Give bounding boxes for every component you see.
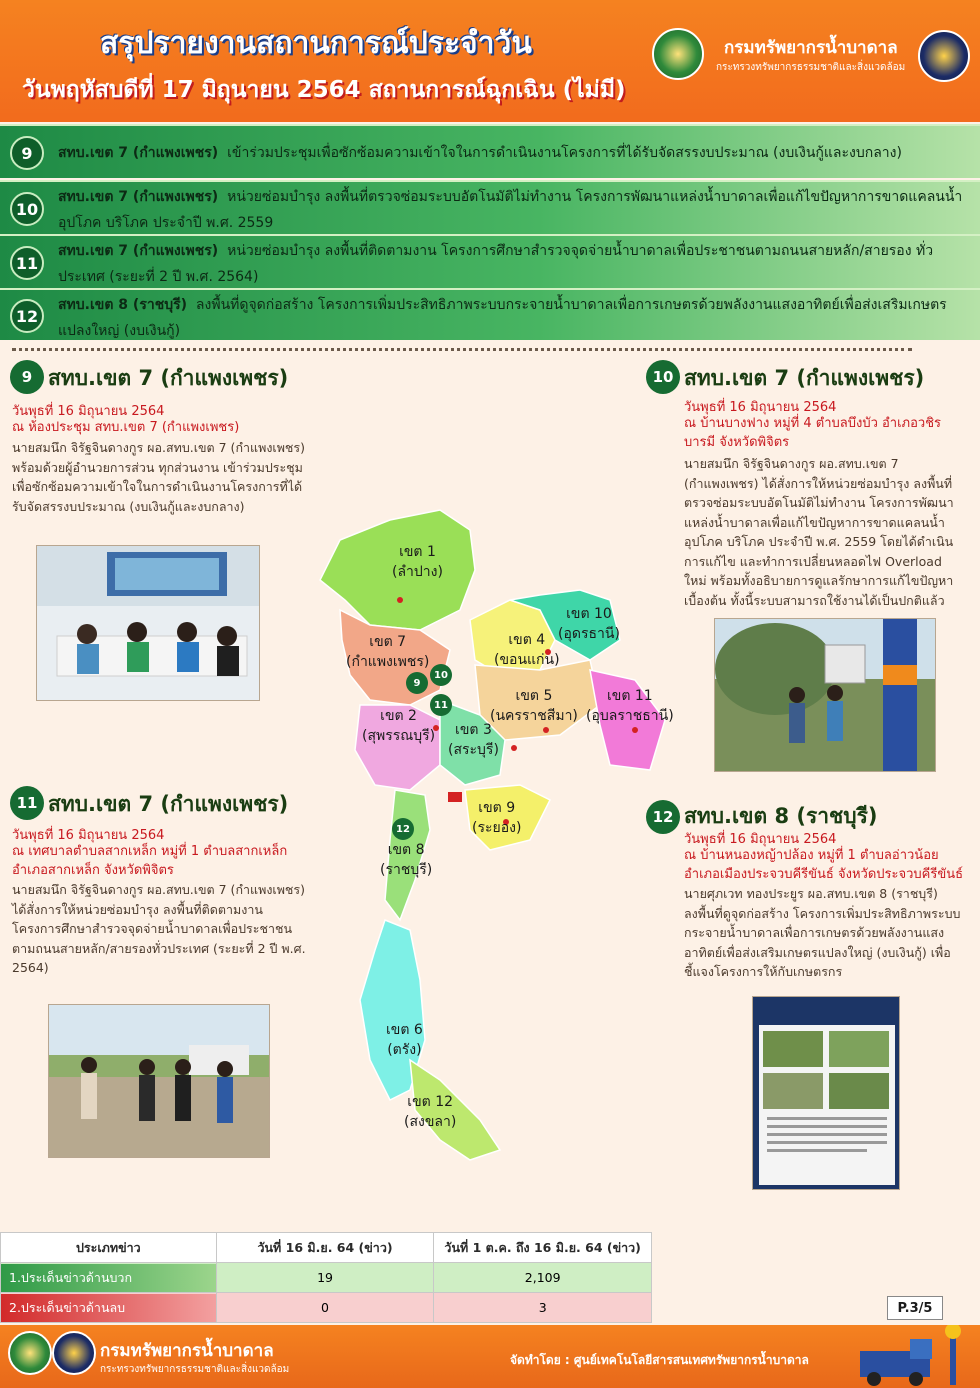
map-label: เขต 10 (อุดรธานี) [558,606,620,642]
dept-name: กรมทรัพยากรน้ำบาดาล [724,38,898,58]
dgr-logo [652,28,704,80]
table-header: วันที่ 1 ต.ค. ถึง 16 มิ.ย. 64 (ข่าว) [434,1233,652,1263]
section-date: วันพุธที่ 16 มิถุนายน 2564 [12,828,165,843]
section-date: วันพุธที่ 16 มิถุนายน 2564 [684,832,837,847]
section-location: ณ ห้องประชุม สทบ.เขต 7 (กำแพงเพชร) [12,420,240,435]
site-photo-art [49,1005,270,1158]
summary-row [0,180,980,234]
summary-text: หน่วยซ่อมบำรุง ลงพื้นที่ตรวจซ่อมระบบอัตโนมัติไม่ทำงาน โครงการพัฒนาแหล่งน้ำบาดาลเพื่อแก้ไขปัญหาการขาดแคลนน้ำอุปโภค บริโภค ประจำปี พ.ศ. 2559 [58,189,963,231]
summary-text: ลงพื้นที่ดูจุดก่อสร้าง โครงการเพิ่มประสิทธิภาพระบบกระจายน้ำบาดาลเพื่อการเกษตรด้วยพลังงานแสงอาทิตย์เพื่อส่งเสริมเกษตรแปลงใหญ่ (งบเงินกู้) [58,297,947,339]
footer-dept-sub: กระทรวงทรัพยากรธรรมชาติและสิ่งแวดล้อม [100,1364,290,1375]
section-title: สทบ.เขต 7 (กำแพงเพชร) [48,792,289,816]
dgr-logo [8,1331,52,1375]
map-marker: 9 [406,672,428,694]
drilling-truck-icon [850,1325,970,1388]
section-date: วันพุธที่ 16 มิถุนายน 2564 [684,400,837,415]
summary-number: 10 [10,192,44,226]
map-label: เขต 7 (กำแพงเพชร) [346,634,430,670]
section-title: สทบ.เขต 7 (กำแพงเพชร) [48,366,289,390]
map-marker: 12 [392,818,414,840]
summary-head: สทบ.เขต 8 (ราชบุรี) [58,297,188,313]
ministry-logo [52,1331,96,1375]
map-marker: 10 [430,664,452,686]
table-row [1,1293,652,1323]
section-number: 11 [10,786,44,820]
section-body: นายสมนึก จิรัฐจินดางกูร ผอ.สทบ.เขต 7 (กำแพงเพชร) ได้สั่งการให้หน่วยซ่อมบำรุง ลงพื้นที่ตรวจซ่อมระบบอัตโนมัติไม่ทำงาน โครงการพัฒนาแหล่งน้ำบาดาลเพื่อแก้ไขปัญหาการขาดแคลนน้ำอุปโภค บริโภค ประจำปี พ.ศ. 2559 โดยได้ดำเนินการแก้ไข และทำการเปลี่ยนหลอดไฟ Overload ใหม่ พร้อมทั้งอธิบายการดูแลรักษาการแก้ไขปัญหาเบื้องต้น ทั้งนี้ระบบสามารถใช้งานได้เป็นปกติแล้ว [684,456,954,608]
map-label: เขต 4 (ขอนแก่น) [494,632,560,668]
summary-row [0,288,980,340]
row-label: 1.ประเด็นข่าวด้านบวก [1,1264,216,1292]
section-date: วันพุธที่ 16 มิถุนายน 2564 [12,404,165,419]
row-value-total: 3 [434,1293,652,1323]
map-label: เขต 9 (ระยอง) [472,800,522,836]
section-body: นายสมนึก จิรัฐจินดางกูร ผอ.สทบ.เขต 7 (กำแพงเพชร) ได้สั่งการให้หน่วยซ่อมบำรุง ลงพื้นที่ติดตามงาน โครงการศึกษาสำรวจจุดจ่ายน้ำบาดาลเพื่อประชาชนตามถนนสายหลัก/สายรองทั่วประเทศ (ระยะที่ 2 ปี พ.ศ. 2564) [12,882,306,975]
section-location: ณ เทศบาลตำบลสากเหล็ก หมู่ที่ 1 ตำบลสากเหล็ก อำเภอสากเหล็ก จังหวัดพิจิตร [12,844,288,878]
section-number: 12 [646,800,680,834]
summary-text: หน่วยซ่อมบำรุง ลงพื้นที่ติดตามงาน โครงการศึกษาสำรวจจุดจ่ายน้ำบาดาลเพื่อประชาชนตามถนนสายหลัก/สายรอง ทั่วประเทศ (ระยะที่ 2 ปี พ.ศ. 2564) [58,243,934,285]
section-number: 9 [10,360,44,394]
section-title: สทบ.เขต 7 (กำแพงเพชร) [684,366,925,390]
summary-number: 12 [10,299,44,333]
table-header: ประเภทข่าว [1,1233,217,1263]
row-value-total: 2,109 [434,1263,652,1293]
news-stats-table [0,1232,652,1323]
table-header-row [1,1233,652,1263]
dept-sub: กระทรวงทรัพยากรธรรมชาติและสิ่งแวดล้อม [716,62,906,73]
footer-dept-name: กรมทรัพยากรน้ำบาดาล [100,1341,274,1361]
table-row [1,1263,652,1293]
map-label: เขต 6 (ตรัง) [386,1022,423,1058]
report-thumbnail [752,996,900,1190]
page-footer [0,1325,980,1388]
section-location: ณ บ้านบางฟาง หมู่ที่ 4 ตำบลบึงบัว อำเภอวชิรบารมี จังหวัดพิจิตร [684,416,942,450]
map-label: เขต 3 (สระบุรี) [448,722,499,758]
page-number: P.3/5 [887,1296,943,1320]
section-body: นายสมนึก จิรัฐจินดางกูร ผอ.สทบ.เขต 7 (กำแพงเพชร) พร้อมด้วยผู้อำนวยการส่วน ทุกส่วนงาน เข้าร่วมประชุมเพื่อซักซ้อมความเข้าใจในการดำเนินงานโครงการที่ได้รับจัดสรรงบประมาณ (งบเงินกู้และงบกลาง) [12,440,306,514]
summary-text: เข้าร่วมประชุมเพื่อซักซ้อมความเข้าใจในการดำเนินงานโครงการที่ได้รับจัดสรรงบประมาณ (งบเงินกู้และงบกลาง) [227,145,902,161]
map-label: เขต 5 (นครราชสีมา) [490,688,578,724]
summary-number: 11 [10,246,44,280]
map-marker: 11 [430,694,452,716]
repair-photo-art [715,619,936,772]
footer-made-by: จัดทำโดย : ศูนย์เทคโนโลยีสารสนเทศทรัพยากรน้ำบาดาล [510,1353,809,1367]
section-number: 10 [646,360,680,394]
row-value-day: 19 [216,1263,434,1293]
page-subtitle: วันพฤหัสบดีที่ 17 มิถุนายน 2564 สถานการณ์ฉุกเฉิน (ไม่มี) [22,77,626,103]
thailand-map [300,500,700,1180]
map-label: เขต 11 (อุบลราชธานี) [586,688,674,724]
site-photo [48,1004,270,1158]
summary-head: สทบ.เขต 7 (กำแพงเพชร) [58,189,219,205]
ministry-logo [918,30,970,82]
map-label: เขต 8 (ราชบุรี) [380,842,433,878]
table-header: วันที่ 16 มิ.ย. 64 (ข่าว) [216,1233,434,1263]
meeting-photo [36,545,260,701]
row-value-day: 0 [216,1293,434,1323]
meeting-photo-art [37,546,260,701]
section-location: ณ บ้านหนองหญ้าปล้อง หมู่ที่ 1 ตำบลอ่าวน้อย อำเภอเมืองประจวบคีรีขันธ์ จังหวัดประจวบคีรีขันธ์ [684,848,964,882]
page-header [0,0,980,122]
summary-row [0,124,980,178]
repair-photo [714,618,936,772]
section-title: สทบ.เขต 8 (ราชบุรี) [684,804,878,828]
thailand-map-art [300,500,700,1180]
summary-row [0,234,980,288]
report-thumbnail-art [753,997,900,1190]
map-label: เขต 1 (ลำปาง) [392,544,443,580]
map-label: เขต 12 (สงขลา) [404,1094,457,1130]
section-body: นายศุภเวท ทองประยูร ผอ.สทบ.เขต 8 (ราชบุรี) ลงพื้นที่ดูจุดก่อสร้าง โครงการเพิ่มประสิทธิภาพระบบกระจายน้ำบาดาลเพื่อการเกษตรด้วยพลังงานแสงอาทิตย์เพื่อส่งเสริมเกษตรแปลงใหญ่ (งบเงินกู้) เพื่อชี้แจงโครงการให้กับเกษตรกร [684,886,961,979]
row-label: 2.ประเด็นข่าวด้านลบ [1,1294,216,1322]
summary-number: 9 [10,136,44,170]
summary-head: สทบ.เขต 7 (กำแพงเพชร) [58,145,219,161]
page-title: สรุปรายงานสถานการณ์ประจำวัน [100,26,532,61]
summary-head: สทบ.เขต 7 (กำแพงเพชร) [58,243,219,259]
divider [12,348,912,351]
map-label: เขต 2 (สุพรรณบุรี) [362,708,436,744]
